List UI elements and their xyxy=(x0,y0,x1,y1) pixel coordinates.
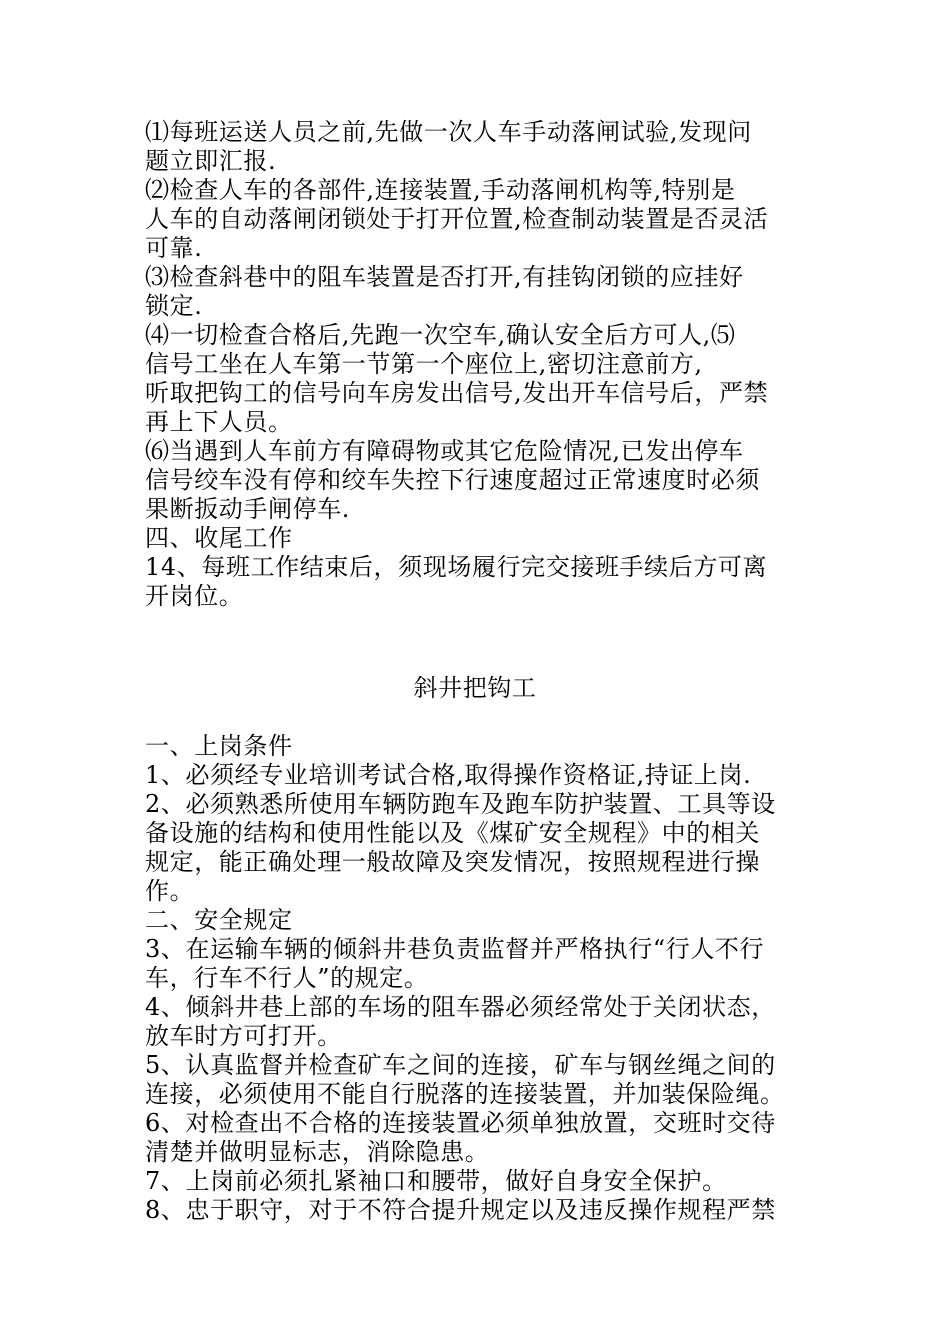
text-line: 再上下人员。 xyxy=(145,408,293,436)
text-line: ⑵检查人车的各部件,连接装置,手动落闸机构等,特别是 xyxy=(145,176,736,204)
text-line: 1、必须经专业培训考试合格,取得操作资格证,持证上岗. xyxy=(145,761,752,789)
text-line: 车，行车不行人”的规定。 xyxy=(145,964,429,992)
text-line: 人车的自动落闸闭锁处于打开位置,检查制动装置是否灵活 xyxy=(145,205,769,233)
text-line: ⑷一切检查合格后,先跑一次空车,确认安全后方可人,⑸ xyxy=(145,321,736,349)
text-line: ⑴每班运送人员之前,先做一次人车手动落闸试验,发现问 xyxy=(145,118,752,146)
text-line: 信号工坐在人车第一节第一个座位上,密切注意前方, xyxy=(145,350,703,378)
text-line: 作。 xyxy=(145,877,195,905)
text-line: 8、忠于职守，对于不符合提升规定以及违反操作规程严禁 xyxy=(145,1196,776,1224)
section-heading: 四、收尾工作 xyxy=(145,524,293,552)
text-line: 3、在运输车辆的倾斜井巷负责监督并严格执行“行人不行 xyxy=(145,935,765,963)
text-line: ⑶检查斜巷中的阻车装置是否打开,有挂钩闭锁的应挂好 xyxy=(145,263,744,291)
text-line: 连接，必须使用不能自行脱落的连接装置，并加装保险绳。 xyxy=(145,1080,785,1108)
text-line: 6、对检查出不合格的连接装置必须单独放置，交班时交待 xyxy=(145,1109,776,1137)
text-line: 果断扳动手闸停车. xyxy=(145,495,351,523)
text-line: 开岗位。 xyxy=(145,582,244,610)
text-line: 14、每班工作结束后，须现场履行完交接班手续后方可离 xyxy=(145,553,768,581)
text-line: 备设施的结构和使用性能以及《煤矿安全规程》中的相关 xyxy=(145,819,760,847)
text-line: 7、上岗前必须扎紧袖口和腰带，做好自身安全保护。 xyxy=(145,1167,727,1195)
slope-hooker-section xyxy=(145,732,805,1225)
text-line: 2、必须熟悉所使用车辆防跑车及跑车防护装置、工具等设 xyxy=(145,790,776,818)
text-line: 题立即汇报. xyxy=(145,147,277,175)
text-line: 锁定. xyxy=(145,292,203,320)
section-heading: 一、上岗条件 xyxy=(145,732,293,760)
text-line: 清楚并做明显标志，消除隐患。 xyxy=(145,1138,490,1166)
text-line: 5、认真监督并检查矿车之间的连接，矿车与钢丝绳之间的 xyxy=(145,1051,776,1079)
text-line: 规定，能正确处理一般故障及突发情况，按照规程进行操 xyxy=(145,848,760,876)
signalman-procedure-section xyxy=(145,118,805,611)
text-line: 可靠. xyxy=(145,234,203,262)
text-line: ⑹当遇到人车前方有障碍物或其它危险情况,已发出停车 xyxy=(145,437,744,465)
text-line: 4、倾斜井巷上部的车场的阻车器必须经常处于关闭状态， xyxy=(145,993,776,1021)
section-heading: 二、安全规定 xyxy=(145,906,293,934)
document-title: 斜井把钩工 xyxy=(413,674,537,702)
text-line: 放车时方可打开。 xyxy=(145,1022,342,1050)
text-line: 信号绞车没有停和绞车失控下行速度超过正常速度时必须 xyxy=(145,466,760,494)
text-line: 听取把钩工的信号向车房发出信号,发出开车信号后，严禁 xyxy=(145,379,769,407)
